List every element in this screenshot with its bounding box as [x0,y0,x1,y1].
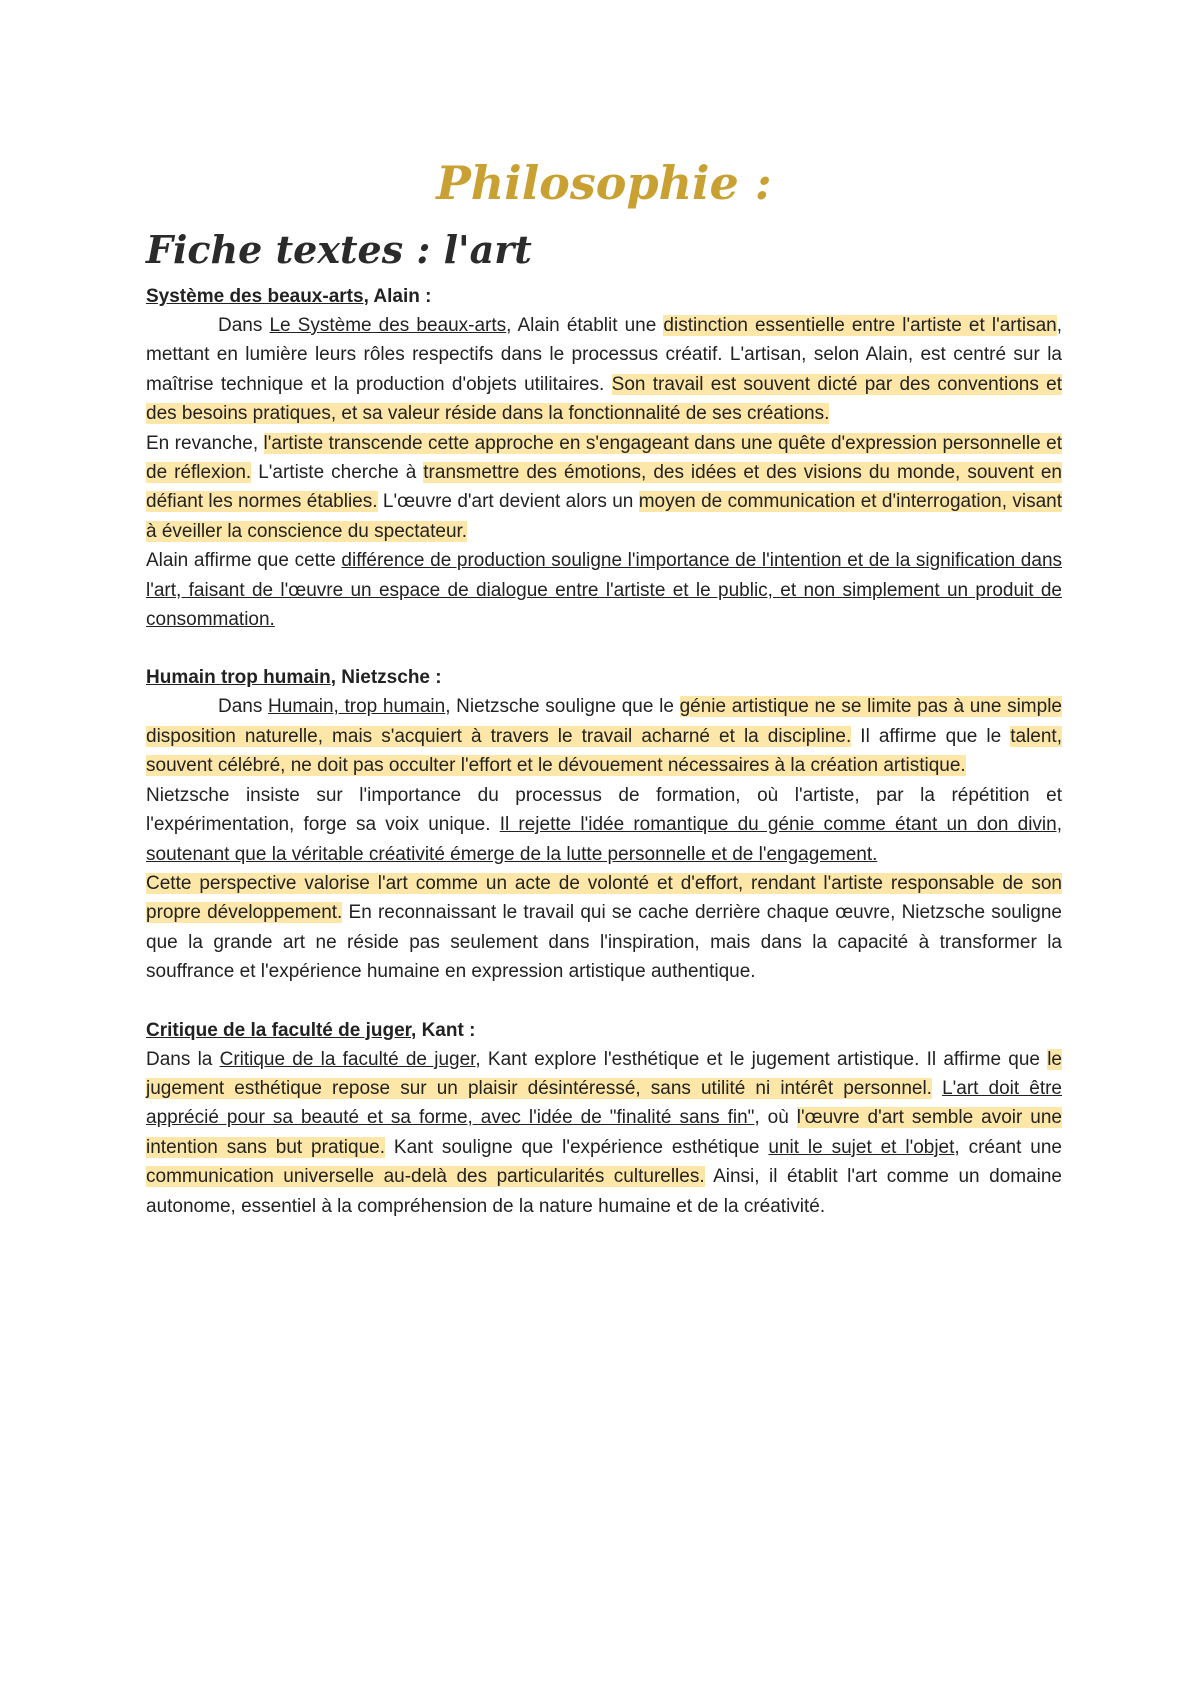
highlighted-text: talent, souvent célébré, ne doit pas occulter l'effort et le dévouement nécessaires à la création artistique. [146,725,1062,777]
paragraph [146,781,1062,869]
document-page [146,148,1062,1221]
paragraph [146,311,1062,429]
text-run: Dans la [146,1048,220,1070]
spacer [146,634,1062,663]
text-run: , Kant explore l'esthétique et le jugement artistique. Il affirme que [475,1048,1048,1070]
paragraph [146,1045,1062,1221]
highlighted-text: moyen de communication et d'interrogation, visant à éveiller la conscience du spectateur. [146,491,1062,542]
section-kant [146,1016,1062,1221]
highlighted-text: l'œuvre d'art semble avoir une intention sans but pratique. [146,1107,1062,1158]
highlighted-text: génie artistique ne se limite pas à une simple disposition naturelle, mais s'acquiert à travers le travail acharné et la discipline. [146,696,1062,747]
text-run: En reconnaissant le travail qui se cache derrière chaque œuvre, Nietzsche souligne que la grande art ne réside pas seulement dans l'inspiration, mais dans la capacité à transformer la souffrance et l'expérience humaine en expression artistique authentique. [146,902,1062,983]
text-run: Nietzsche insiste sur l'importance du processus de formation, où l'artiste, par la répétition et l'expérimentation, forge sa voix unique. [146,784,1062,836]
section-nietzsche [146,663,1062,986]
text-run: Dans [218,696,269,718]
paragraph [146,869,1062,987]
text-run: , où [754,1107,797,1129]
section-heading-author: , Kant : [411,1019,476,1041]
highlighted-text: le jugement esthétique repose sur un plaisir désintéressé, sans utilité ni intérêt personnel. [146,1048,1062,1099]
page-title: Philosophie : [436,156,772,210]
text-run: , Nietzsche souligne que le [445,696,680,718]
spacer [146,987,1062,1016]
text-run: , Alain établit une [506,315,664,336]
section-heading [146,282,1062,311]
page-subtitle: Fiche textes : l'art [146,227,532,272]
highlighted-text: l'artiste transcende cette approche en s'engageant dans une quête d'expression personnelle et de réflexion. [146,432,1062,484]
section-alain [146,282,1062,634]
section-heading [146,663,1062,692]
highlighted-text: transmettre des émotions, des idées et des visions du monde, souvent en défiant les normes établies. [146,462,1062,513]
paragraph [146,429,1062,547]
text-run: L'œuvre d'art devient alors un [377,491,639,513]
section-heading-work: Système des beaux-arts [146,286,364,307]
section-heading-work: Humain trop humain [146,667,331,689]
section-heading [146,1016,1062,1045]
section-heading-author: , Nietzsche : [330,667,442,689]
section-heading-author: , Alain : [363,286,432,307]
text-run: Kant souligne que l'expérience esthétique [385,1136,769,1158]
underlined-text: unit le sujet et l'objet [768,1136,955,1158]
highlighted-text: Cette perspective valorise l'art comme un acte de volonté et d'effort, rendant l'artiste responsable de son propre développement. [146,872,1062,924]
text-run: Dans [218,315,270,336]
underlined-text: Il rejette l'idée romantique du génie comme étant un don divin, soutenant que la véritable créativité émerge de la lutte personnelle et de l'engagement. [146,814,1062,865]
text-run [932,1078,942,1099]
underlined-text: Humain, trop humain [268,696,446,718]
paragraph [146,692,1062,780]
paragraph [146,546,1062,634]
text-run: L'artiste cherche à [251,462,424,484]
text-run: Ainsi, il établit l'art comme un domaine autonome, essentiel à la compréhension de la nature humaine et de la créativité. [146,1166,1062,1217]
underlined-text: Le Système des beaux-arts [269,315,507,336]
highlighted-text: communication universelle au-delà des particularités culturelles. [146,1166,705,1188]
highlighted-text: Son travail est souvent dicté par des conventions et des besoins pratiques, et sa valeur réside dans la fonctionnalité de ses créations. [146,373,1062,425]
text-run: Alain affirme que cette [146,550,342,572]
underlined-text: Critique de la faculté de juger [219,1048,476,1070]
text-run: , mettant en lumière leurs rôles respectifs dans le processus créatif. L'artisan, selon Alain, est centré sur la maîtrise technique et la production d'objets utilitaires. [146,315,1063,395]
underlined-text: différence de production souligne l'importance de l'intention et de la signification dans l'art, faisant de l'œuvre un espace de dialogue entre l'artiste et le public, et non simplement un produit de consommation. [146,550,1063,631]
text-run: En revanche, [146,432,264,454]
section-heading-work: Critique de la faculté de juger [146,1019,412,1041]
highlighted-text: distinction essentielle entre l'artiste et l'artisan [663,315,1057,336]
text-run: Il affirme que le [851,725,1011,747]
text-run: , créant une [954,1136,1062,1158]
underlined-text: L'art doit être apprécié pour sa beauté et sa forme, avec l'idée de "finalité sans fin" [146,1077,1062,1129]
